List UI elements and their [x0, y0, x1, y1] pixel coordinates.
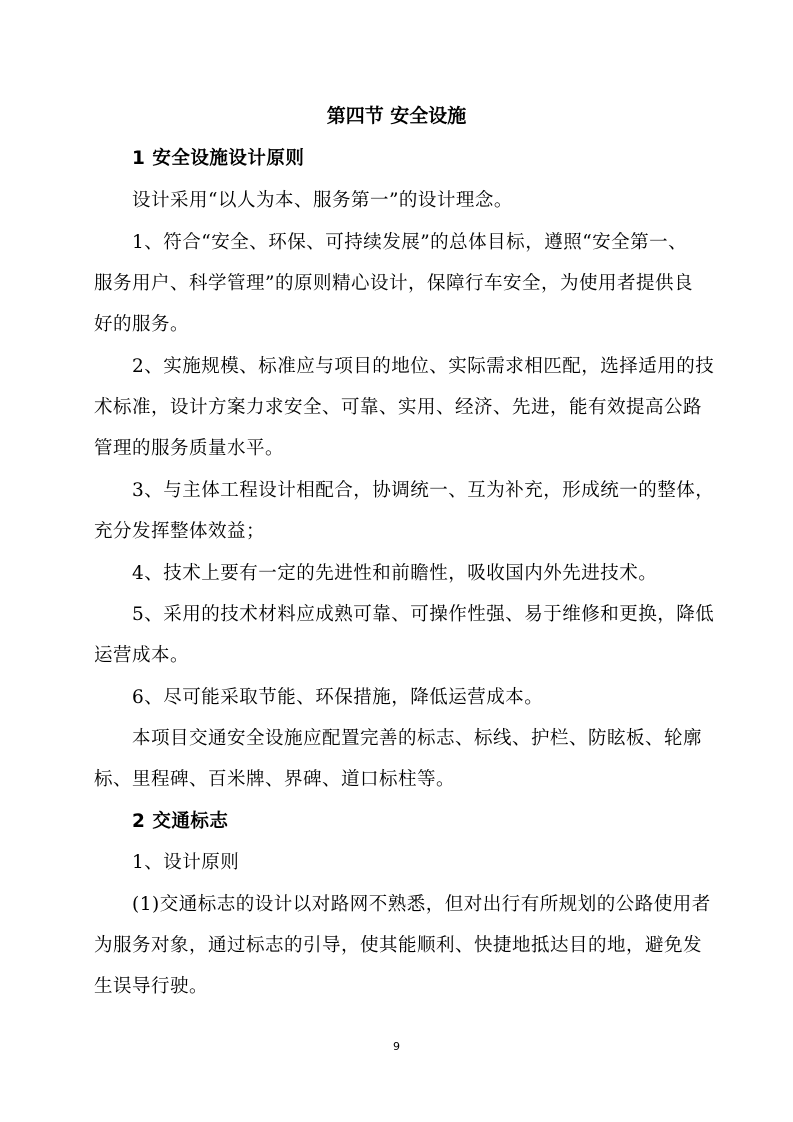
item6-line1: 6、尽可能采取节能、环保措施，降低运营成本。 — [132, 687, 544, 708]
para1-line2: 为服务对象，通过标志的引导，使其能顺利、快捷地抵达目的地，避免发 — [94, 935, 703, 956]
heading-safety-principles: 1 安全设施设计原则 — [132, 148, 305, 169]
item1-line3: 好的服务。 — [94, 314, 190, 335]
item3-line1: 3、与主体工程设计相配合，协调统一、互为补充，形成统一的整体， — [132, 480, 715, 501]
para1-line3: 生误导行驶。 — [94, 976, 209, 997]
item3-line2: 充分发挥整体效益； — [94, 521, 266, 542]
item1-line2: 服务用户、科学管理”的原则精心设计，保障行车安全，为使用者提供良 — [94, 273, 693, 294]
item5-line1: 5、采用的技术材料应成熟可靠、可操作性强、易于维修和更换，降低 — [132, 604, 715, 625]
subheading-design-principles: 1、设计原则 — [132, 852, 240, 873]
item2-line1: 2、实施规模、标准应与项目的地位、实际需求相匹配，选择适用的技 — [132, 356, 715, 377]
item2-line3: 管理的服务质量水平。 — [94, 438, 285, 459]
heading-traffic-signs: 2 交通标志 — [132, 811, 229, 832]
section-title: 第四节 安全设施 — [326, 105, 467, 127]
para1-line1: (1)交通标志的设计以对路网不熟悉，但对出行有所规划的公路使用者 — [132, 894, 711, 915]
item5-line2: 运营成本。 — [94, 645, 190, 666]
summary-line1: 本项目交通安全设施应配置完善的标志、标线、护栏、防眩板、轮廓 — [132, 728, 703, 749]
intro-paragraph: 设计采用“以人为本、服务第一”的设计理念。 — [132, 190, 513, 211]
summary-line2: 标、里程碑、百米牌、界碑、道口标柱等。 — [94, 769, 456, 790]
item2-line2: 术标准，设计方案力求安全、可靠、实用、经济、先进，能有效提高公路 — [94, 397, 703, 418]
item4-line1: 4、技术上要有一定的先进性和前瞻性，吸收国内外先进技术。 — [132, 563, 658, 584]
item1-line1: 1、符合“安全、环保、可持续发展”的总体目标，遵照“安全第一、 — [132, 232, 688, 253]
page-number: 9 — [393, 1040, 400, 1053]
